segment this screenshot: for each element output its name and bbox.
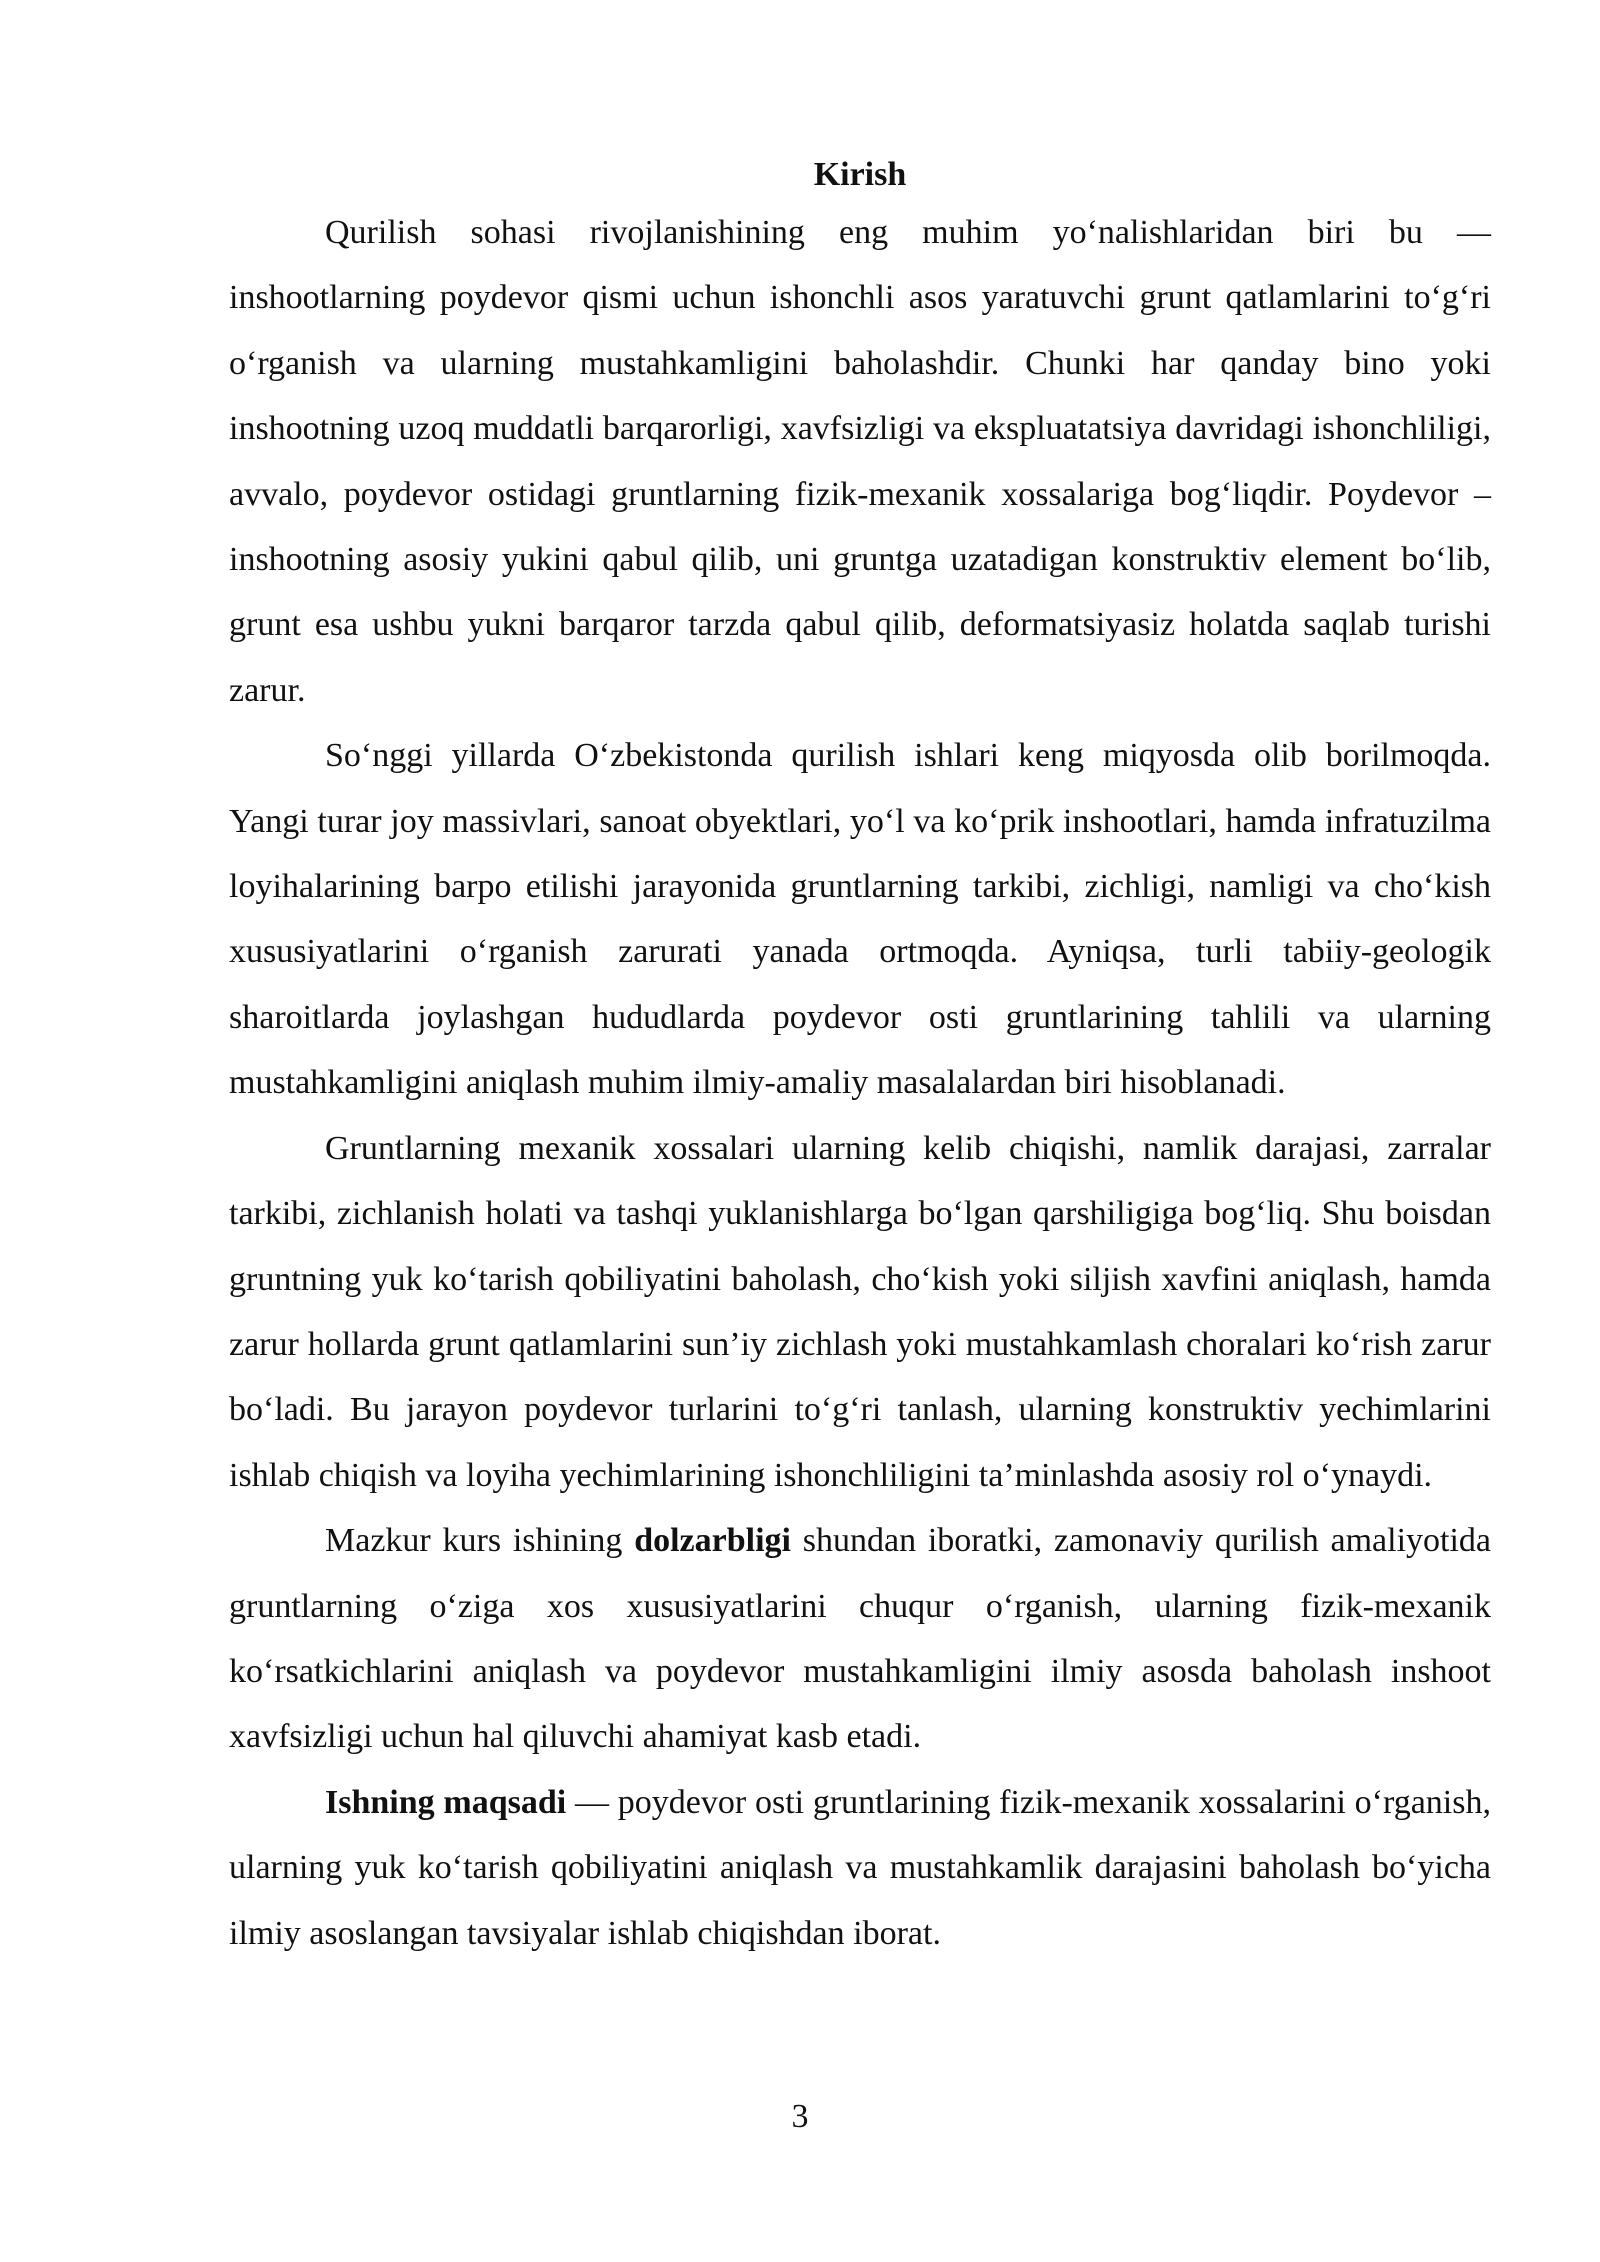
relevance-term: dolzarbligi (634, 1522, 791, 1560)
paragraph-5 (229, 1770, 1491, 1966)
paragraph-4-lead: Mazkur kurs ishining (325, 1522, 635, 1560)
paragraph-3: Gruntlarning mexanik xossalari ularning kelib chiqishi, namlik darajasi, zarralar tarkibi, zichlanish holati va tashqi yuklanishlarga bo‘lgan qarshiligiga bog‘liq. Shu boisdan gruntning yuk ko‘tarish qobiliyatini baholash, cho‘kish yoki siljish xavfini aniqlash, hamda zarur hollarda grunt qatlamlarini sun’iy zichlash yoki mustahkamlash choralari ko‘rish zarur bo‘ladi. Bu jarayon poydevor turlarini to‘g‘ri tanlash, ularning konstruktiv yechimlarini ishlab chiqish va loyiha yechimlarining ishonchliligini ta’minlashda asosiy rol o‘ynaydi. (229, 1129, 1491, 1494)
page-content (229, 150, 1491, 1966)
paragraph-1: Qurilish sohasi rivojlanishining eng muhim yo‘nalishlaridan biri bu — inshootlarning poydevor qismi uchun ishonchli asos yaratuvchi grunt qatlamlarini to‘g‘ri o‘rganish va ularning mustahkamligini baholashdir. Chunki har qanday bino yoki inshootning uzoq muddatli barqarorligi, xavfsizligi va ekspluatatsiya davridagi ishonchliligi, avvalo, poydevor ostidagi gruntlarning fizik-mexanik xossalariga bog‘liqdir. Poydevor – inshootning asosiy yukini qabul qilib, uni gruntga uzatadigan konstruktiv element bo‘lib, grunt esa ushbu yukni barqaror tarzda qabul qilib, deformatsiyasiz holatda saqlab turishi zarur. (229, 214, 1491, 709)
paragraph-4-rest: shundan iboratki, zamonaviy qurilish amaliyotida gruntlarning o‘ziga xos xususiyatlarini chuqur o‘rganish, ularning fizik-mexanik ko‘rsatkichlarini aniqlash va poydevor mustahkamligini ilmiy asosda baholash inshoot xavfsizligi uchun hal qiluvchi ahamiyat kasb etadi. (229, 1522, 1491, 1756)
section-title: Kirish (813, 156, 907, 193)
goal-term: Ishning maqsadi (325, 1783, 567, 1821)
paragraph-4 (229, 1508, 1491, 1770)
paragraph-5-rest: — poydevor osti gruntlarining fizik-mexanik xossalarini o‘rganish, ularning yuk ko‘tarish qobiliyatini aniqlash va mustahkamlik darajasini baholash bo‘yicha ilmiy asoslangan tavsiyalar ishlab chiqishdan iborat. (229, 1783, 1491, 1952)
paragraph-2: So‘nggi yillarda O‘zbekistonda qurilish ishlari keng miqyosda olib borilmoqda. Yangi turar joy massivlari, sanoat obyektlari, yo‘l va ko‘prik inshootlari, hamda infratuzilma loyihalarining barpo etilishi jarayonida gruntlarning tarkibi, zichligi, namligi va cho‘kish xususiyatlarini o‘rganish zarurati yanada ortmoqda. Ayniqsa, turli tabiiy-geologik sharoitlarda joylashgan hududlarda poydevor osti gruntlarining tahlili va ularning mustahkamligini aniqlash muhim ilmiy-amaliy masalalardan biri hisoblanadi. (229, 737, 1491, 1102)
page-number: 3 (791, 2098, 809, 2135)
